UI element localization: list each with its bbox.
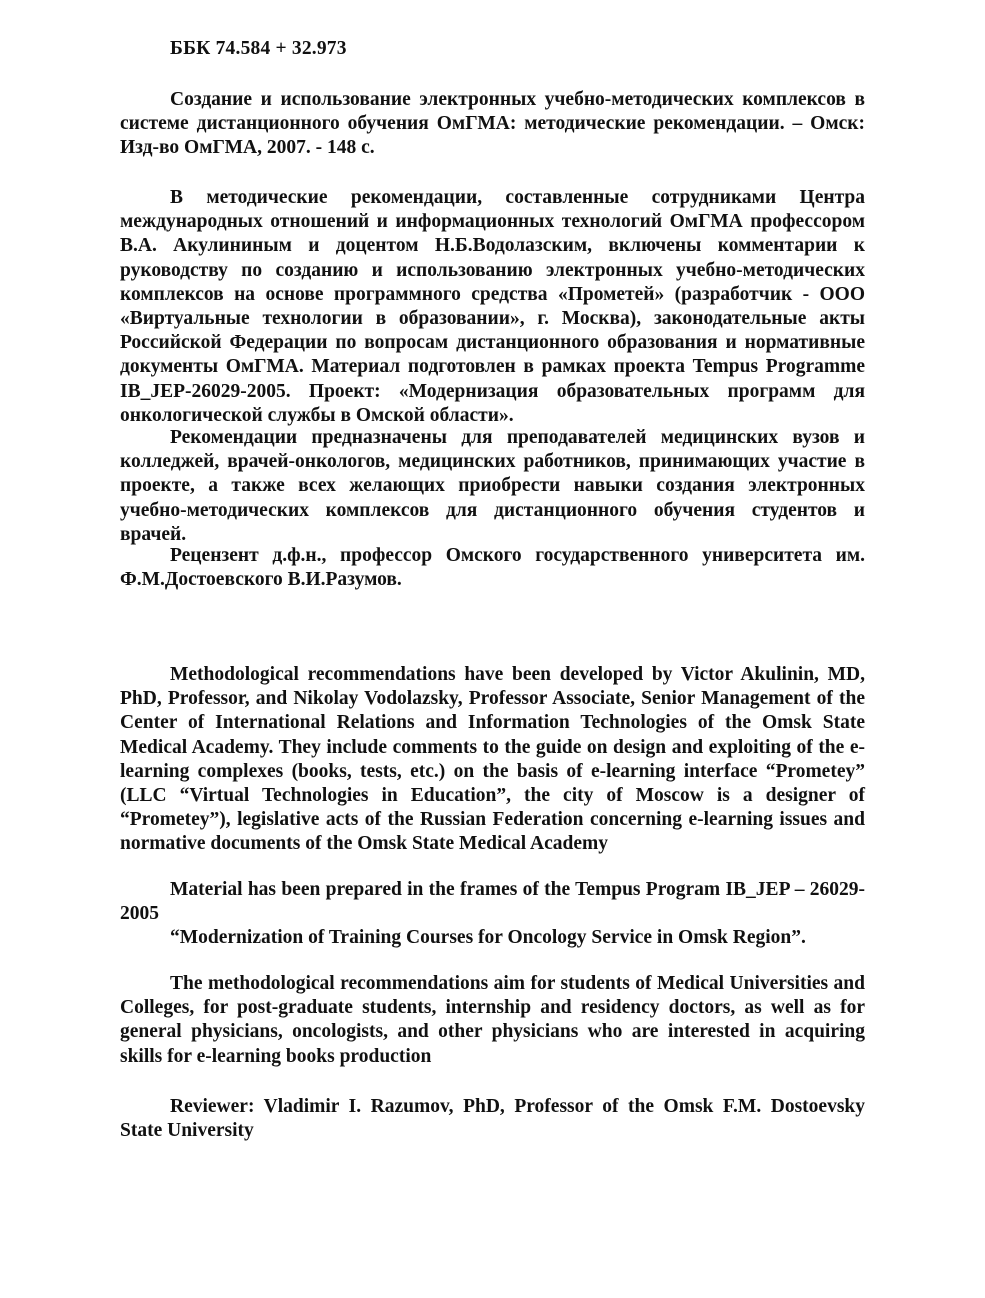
russian-annotation — [120, 186, 865, 428]
russian-annotation-audience — [120, 426, 865, 547]
english-reviewer — [120, 1095, 865, 1143]
annotation-en-paragraph-2: The methodological recommendations aim for students of Medical Universities and Colleges, for post-graduate students, internship and residency doctors, as well as for general physicians, oncologists, and other physicians who are interested in acquiring skills for e-learning books production — [120, 973, 865, 1067]
tempus-block — [120, 878, 865, 951]
annotation-en-paragraph-1: Methodological recommendations have been developed by Victor Akulinin, MD, PhD, Professor, and Nikolay Vodolazsky, Professor Associate, Senior Management of the Center of International Relations and Information Technologies of the Omsk State Medical Academy. They include comments to the guide on design and exploiting of the e-learning complexes (books, tests, etc.) on the basis of e-learning interface “Prometey” (LLC “Virtual Technologies in Education”, the city of Moscow is a designer of “Prometey”), legislative acts of the Russian Federation concerning e-learning issues and normative documents of the Omsk State Medical Academy — [120, 664, 865, 855]
tempus-line-1: Material has been prepared in the frames of the Tempus Program IB_JEP – 26029-2005 — [120, 879, 865, 925]
reviewer-ru-text: Рецензент д.ф.н., профессор Омского государственного университета им. Ф.М.Достоевского В.И.Разумов. — [120, 545, 865, 591]
annotation-ru-paragraph-1: В методические рекомендации, составленные сотрудниками Центра международных отношений и информационных технологий ОмГМА профессором В.А. Акулининым и доцентом Н.Б.Водолазским, включены комментарии к руководству по созданию и использованию электронных учебно-методических комплексов на основе программного средства «Прометей» (разработчик - ООО «Виртуальные технологии в образовании», г. Москва), законодательные акты Российской Федерации по вопросам дистанционного образования и нормативные документы ОмГМА. Материал подготовлен в рамках проекта Tempus Programme IB_JEP-26029-2005. Проект: «Модернизация образовательных программ для онкологической службы в Омской области». — [120, 187, 865, 426]
tempus-line-2: “Modernization of Training Courses for Oncology Service in Omsk Region”. — [170, 927, 806, 949]
bbk-code: ББК 74.584 + 32.973 — [170, 38, 347, 59]
citation-text: Создание и использование электронных учебно-методических комплексов в системе дистанционного обучения ОмГМА: методические рекомендации. – Омск: Изд-во ОмГМА, 2007. - 148 с. — [120, 89, 865, 159]
citation-block — [120, 88, 865, 161]
reviewer-en-text: Reviewer: Vladimir I. Razumov, PhD, Professor of the Omsk F.M. Dostoevsky State University — [120, 1096, 865, 1142]
russian-reviewer — [120, 544, 865, 592]
annotation-ru-paragraph-2: Рекомендации предназначены для преподавателей медицинских вузов и колледжей, врачей-онкологов, медицинских работников, принимающих участие в проекте, а также всех желающих приобрести навыки создания электронных учебно-методических комплексов для дистанционного обучения студентов и врачей. — [120, 427, 865, 545]
english-annotation-audience — [120, 972, 865, 1069]
english-annotation — [120, 663, 865, 857]
